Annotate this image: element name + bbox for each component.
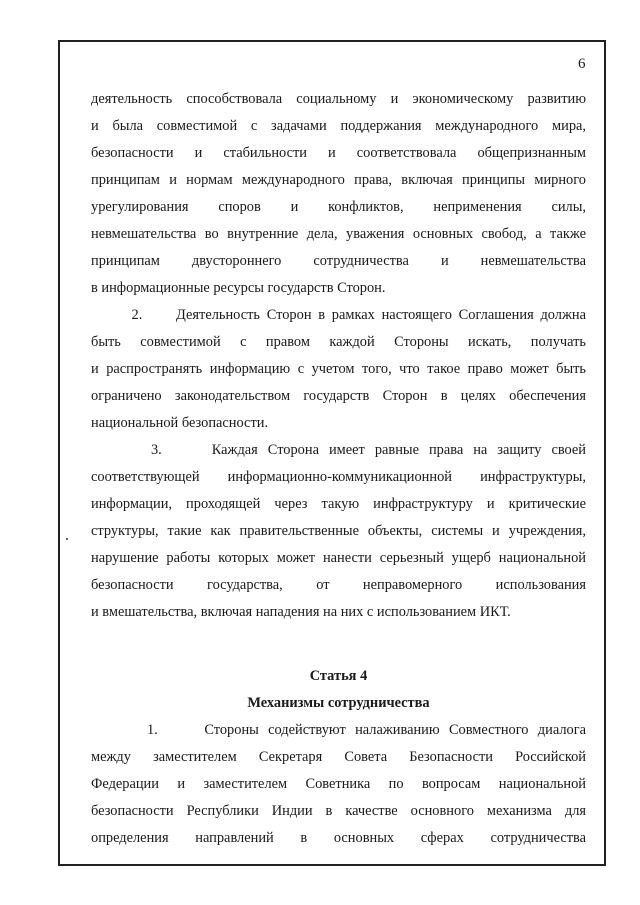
text-line: информации, проходящей через такую инфраструктуру и критические xyxy=(91,496,586,512)
text-line: безопасности Республики Индии в качестве основного механизма для xyxy=(91,803,586,819)
text-line: принципам двустороннего сотрудничества и невмешательства xyxy=(91,253,586,269)
text-line: урегулирования споров и конфликтов, неприменения силы, xyxy=(91,199,586,215)
scan-mark xyxy=(66,538,68,540)
text-line: и вмешательства, включая нападения на них с использованием ИКТ. xyxy=(91,604,511,620)
text-line: соответствующей информационно-коммуникационной инфраструктуры, xyxy=(91,469,586,485)
text-line: быть совместимой с правом каждой Стороны искать, получать xyxy=(91,334,586,350)
paragraph-item-2 xyxy=(91,302,586,437)
document-body xyxy=(91,86,586,852)
text-line: структуры, такие как правительственные объекты, системы и учреждения, xyxy=(91,523,586,539)
text-line: деятельность способствовала социальному и экономическому развитию xyxy=(91,91,586,107)
text-line: принципам и нормам международного права, включая принципы мирного xyxy=(91,172,586,188)
text-line: между заместителем Секретаря Совета Безопасности Российской xyxy=(91,749,586,765)
article-subtitle: Механизмы сотрудничества xyxy=(247,695,430,711)
text-line: 1. Стороны содействуют налаживанию Совместного диалога xyxy=(91,722,586,738)
text-line: и распространять информацию с учетом того, что такое право может быть xyxy=(91,361,586,377)
text-line: Федерации и заместителем Советника по вопросам национальной xyxy=(91,776,586,792)
text-line: нарушение работы которых может нанести серьезный ущерб национальной xyxy=(91,550,586,566)
text-line: национальной безопасности. xyxy=(91,415,269,431)
paragraph-continuation xyxy=(91,86,586,302)
text-line: 3. Каждая Сторона имеет равные права на защиту своей xyxy=(91,442,586,458)
section-spacer xyxy=(91,626,586,663)
page-number: 6 xyxy=(578,56,586,72)
text-line: безопасности государства, от неправомерного использования xyxy=(91,577,586,593)
text-line: 2. Деятельность Сторон в рамках настоящего Соглашения должна xyxy=(91,307,586,323)
text-line: определения направлений в основных сферах сотрудничества xyxy=(91,830,586,846)
text-line: безопасности и стабильности и соответствовала общепризнанным xyxy=(91,145,586,161)
article-title: Статья 4 xyxy=(309,668,368,684)
text-line: невмешательства во внутренние дела, уважения основных свобод, а также xyxy=(91,226,586,242)
text-line: ограничено законодательством государств Сторон в целях обеспечения xyxy=(91,388,586,404)
text-line: и была совместимой с задачами поддержания международного мира, xyxy=(91,118,586,134)
text-line: в информационные ресурсы государств Сторон. xyxy=(91,280,386,296)
paragraph-item-3 xyxy=(91,437,586,626)
article-paragraph-1 xyxy=(91,717,586,852)
